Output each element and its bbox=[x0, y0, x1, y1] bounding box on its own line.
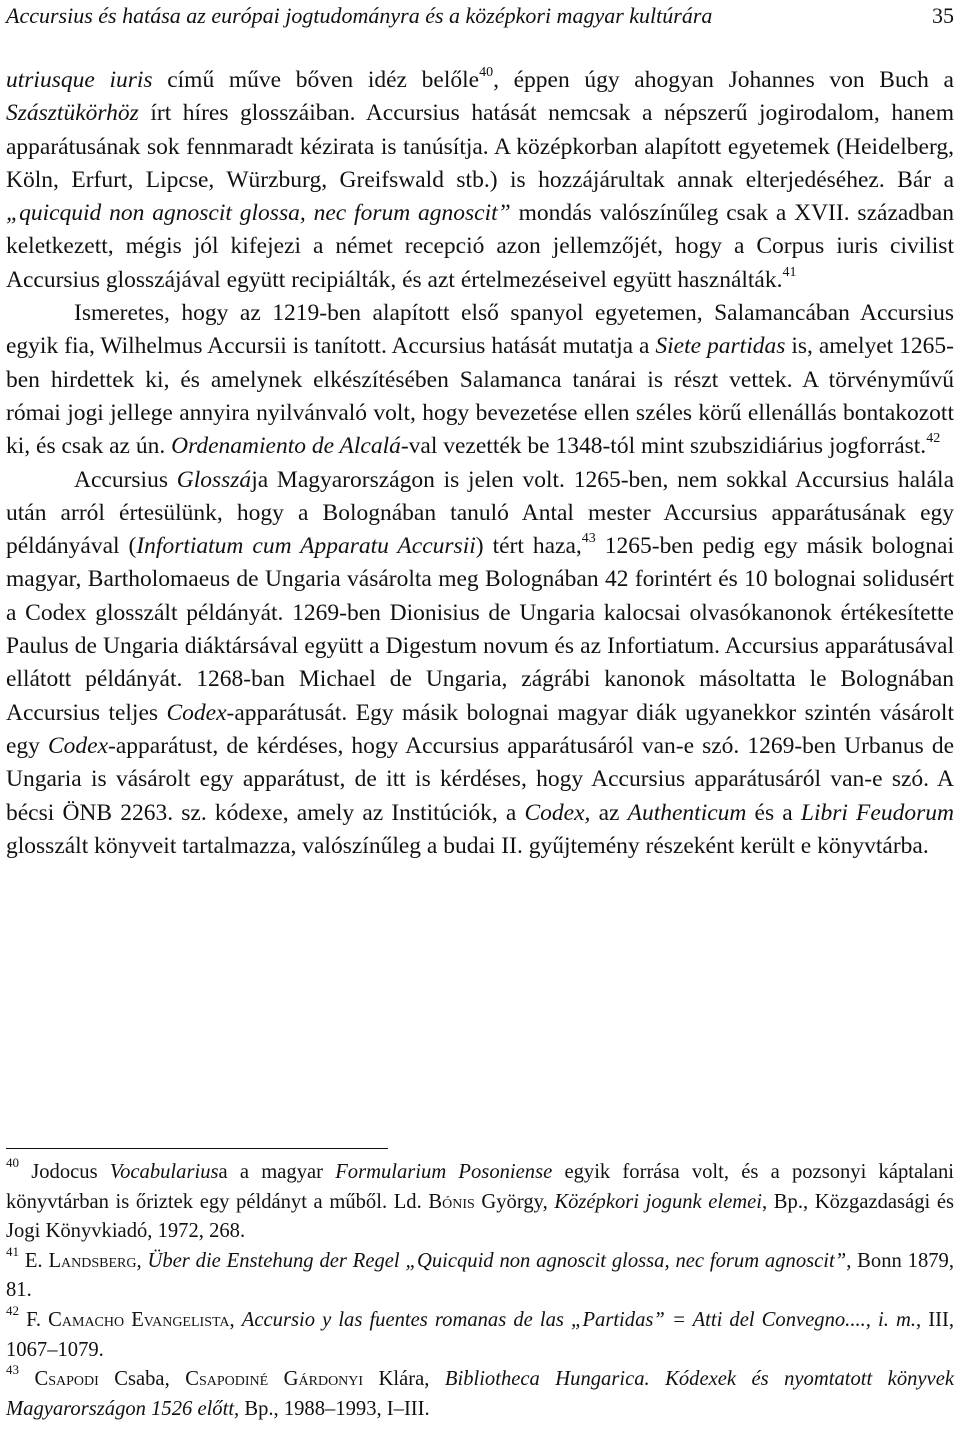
text-run: „quicquid non agnoscit glossa, nec forum agnoscit” bbox=[6, 200, 511, 227]
text-run: egyik forrása volt, és a pozsonyi káptalani könyvtárban is őriztek egy példányt a műből. Ld. bbox=[6, 1161, 955, 1213]
text-run: Glosszá bbox=[176, 466, 252, 493]
text-run: , bbox=[229, 1308, 242, 1331]
text-run: -apparátusát. Egy másik bolognai magyar diák ugyanekkor szintén vásárolt egy bbox=[6, 699, 954, 759]
text-run: 1265-ben pedig egy másik bolognai magyar, Bartholomaeus de Ungaria vásárolta meg Bolognában 42 forintért és 10 bolognai solidusért a Codex glosszált példányát. 1269-ben Dionisius de Ungaria kalocsai olvasókanonok értékesítette Paulus de Ungaria diáktársával együtt a Digestum novum és az Infortiatum. Accursius apparátusával ellátott példányát. 1268-ban Michael de Ungaria, zágrábi kanonok másoltatta le Bolognában Accursius teljes bbox=[6, 533, 954, 726]
text-run: Jodocus bbox=[19, 1161, 110, 1183]
text-run: Bp., 1988–1993, I–III. bbox=[239, 1397, 430, 1420]
author-name: Csapodi bbox=[34, 1368, 99, 1391]
text-run: és a bbox=[746, 799, 801, 826]
text-run: Authenticum bbox=[627, 799, 747, 826]
text-run: Libri Feudorum bbox=[800, 799, 954, 826]
text-run: is, amelyet 1265-ben hirdettek ki, és amelynek elkészítésében Salamanca tanárai is részt vettek. A törvényművű római jogi jellege annyira nyilvánvaló volt, hogy bevezetése ellen széles körű ellenállás bontakozott ki, és csak az ún. bbox=[6, 333, 954, 460]
main-text bbox=[6, 64, 954, 863]
footnote bbox=[6, 1243, 954, 1306]
text-run: Vocabularius bbox=[109, 1161, 219, 1183]
page-number: 35 bbox=[932, 3, 954, 28]
text-run: utriusque iuris bbox=[6, 67, 153, 93]
running-header bbox=[6, 0, 954, 32]
text-run: , Bp., Közgazdasági és Jogi Könyvkiadó, 1972, 268. bbox=[6, 1190, 955, 1243]
text-run: Formularium Posoniense bbox=[335, 1161, 553, 1183]
footnote-number: 43 bbox=[6, 1362, 19, 1378]
paragraph bbox=[6, 464, 954, 864]
footnote bbox=[6, 1155, 955, 1247]
text-run: az bbox=[590, 799, 628, 826]
author-name: Landsberg bbox=[48, 1249, 137, 1272]
text-run: írt híres glosszáiban. Accursius hatását nemcsak a népszerű jogirodalom, hanem apparátusának sok fennmaradt kézirata is tanúsítja. A középkorban alapított egyetemek (Heidelberg, Köln, Erfurt, Lipcse, Würzburg, Greifswald stb.) is hozzájárultak annak elterjedéséhez. Bár a bbox=[6, 100, 954, 193]
text-run: György, bbox=[474, 1190, 555, 1213]
footnote-ref: 42 bbox=[926, 431, 941, 447]
text-run: Über die Enstehung der Regel „Quicquid non agnoscit glossa, nec forum agnoscit” bbox=[147, 1249, 847, 1272]
text-run: Szásztükörhöz bbox=[6, 100, 139, 127]
text-run: , Bonn 1879, 81. bbox=[6, 1249, 954, 1302]
text-run: a a magyar bbox=[218, 1161, 336, 1183]
footnote-number: 41 bbox=[6, 1243, 19, 1259]
text-run: , III, 1067–1079. bbox=[6, 1308, 954, 1361]
footnote-number: 42 bbox=[6, 1303, 19, 1319]
text-run bbox=[19, 1368, 34, 1390]
text-run: Accursius bbox=[74, 466, 177, 493]
text-run: Codex, bbox=[524, 799, 591, 826]
text-run: Klára, bbox=[363, 1368, 445, 1391]
text-run: Ordenamiento de Alcalá bbox=[171, 433, 401, 460]
footnote-ref: 41 bbox=[782, 264, 797, 280]
text-run: ) tért haza, bbox=[475, 533, 582, 560]
text-run: E. bbox=[19, 1249, 49, 1272]
running-title: Accursius és hatása az európai jogtudományra és a középkori magyar kultúrára bbox=[6, 3, 713, 28]
footnote bbox=[6, 1303, 954, 1365]
paragraph bbox=[6, 297, 954, 463]
text-run: Infortiatum cum Apparatu Accursii bbox=[136, 533, 476, 560]
text-run: című műve bőven idéz belőle bbox=[152, 67, 480, 93]
text-run: Codex bbox=[166, 699, 227, 726]
footnote-ref: 40 bbox=[479, 65, 494, 81]
text-run: Codex bbox=[47, 732, 109, 759]
text-run: Siete partidas bbox=[655, 333, 786, 360]
text-run: F. bbox=[19, 1308, 49, 1331]
author-name: Csapodiné Gárdonyi bbox=[185, 1368, 364, 1391]
text-run: mondás valószínűleg csak a XVII. században keletkezett, mégis jól kifejezi a német recepció azon jellemzőjét, hogy a Corpus iuris civilist Accursius glosszájával együtt recipiálták, és azt értelmezéseivel együtt használták. bbox=[6, 200, 954, 293]
text-run: glosszált könyveit tartalmazza, valószínűleg a budai II. gyűjtemény részeként került e könyvtárba. bbox=[6, 832, 929, 859]
text-run: Bibliotheca Hungarica. Kódexek és nyomtatott könyvek Magyarországon 1526 előtt, bbox=[6, 1368, 954, 1420]
text-run: Ismeretes, hogy az 1219-ben alapított első spanyol egyetemen, Salamancában Accursius egyik fia, Wilhelmus Accursii is tanított. Accursius hatását mutatja a bbox=[6, 300, 954, 360]
text-run: , éppen úgy ahogyan Johannes von Buch a bbox=[493, 67, 954, 93]
text-run: Accursio y las fuentes romanas de las „Partidas” = Atti del Convegno...., i. m. bbox=[241, 1308, 917, 1331]
footnotes bbox=[6, 1155, 955, 1424]
footnote-separator bbox=[6, 1148, 388, 1149]
footnote-ref: 43 bbox=[581, 531, 596, 547]
author-name: Bónis bbox=[428, 1190, 475, 1213]
paragraph bbox=[6, 64, 954, 297]
text-run: -apparátust, de kérdéses, hogy Accursius apparátusáról van-e szó. 1269-ben Urbanus de Ungaria is vásárolt egy apparátust, de itt is kérdéses, hogy Accursius apparátusáról van-e szó. A bécsi ÖNB 2263. sz. kódexe, amely az Institúciók, a bbox=[6, 732, 954, 826]
text-run: -val vezették be 1348-tól mint szubszidiárius jogforrást. bbox=[400, 433, 927, 460]
footnote-number: 40 bbox=[6, 1155, 19, 1171]
text-run: ja Magyarországon is jelen volt. 1265-ben, nem sokkal Accursius halála után arról értesülünk, hogy a Bolognában tanuló Antal mester Accursius apparátusának egy példányával ( bbox=[6, 466, 954, 560]
author-name: Camacho Evangelista bbox=[48, 1308, 230, 1331]
text-run: , bbox=[136, 1249, 148, 1272]
footnote bbox=[6, 1362, 954, 1424]
text-run: Csaba, bbox=[98, 1368, 186, 1391]
text-run: Középkori jogunk elemei bbox=[554, 1190, 763, 1213]
